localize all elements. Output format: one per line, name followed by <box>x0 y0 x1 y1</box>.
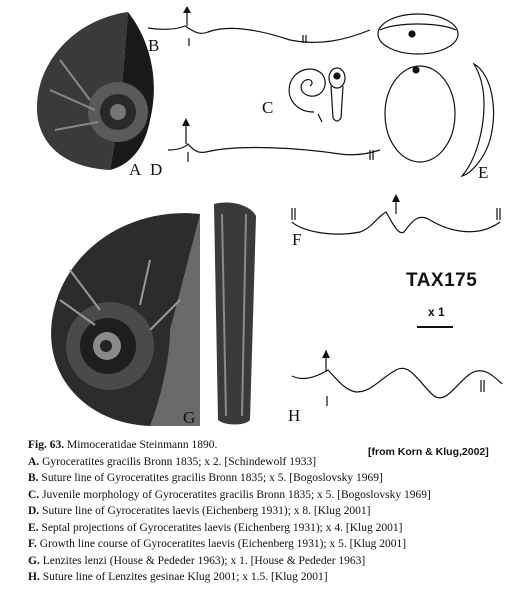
caption-text: Gyroceratites gracilis Bronn 1835; x 2. [Schindewolf 1933] <box>39 455 317 468</box>
caption-line <box>28 520 508 537</box>
caption-text: Growth line course of Gyroceratites laevis (Eichenberg 1931); x 5. [Klug 2001] <box>36 538 407 550</box>
caption-letter: E. <box>28 521 39 534</box>
caption-letter: F. <box>28 538 37 550</box>
caption-title-text: Mimoceratidae Steinmann 1890. <box>64 439 218 451</box>
caption-line <box>28 487 508 504</box>
scale-bar <box>417 326 453 328</box>
panel-label-g: G <box>183 408 196 427</box>
panel-label-d: D <box>150 160 163 179</box>
caption-title <box>28 437 508 454</box>
panel-label-c: C <box>262 98 274 117</box>
panel-label-h: H <box>288 406 301 425</box>
panel-label-f: F <box>292 230 302 249</box>
caption-line <box>28 536 508 553</box>
fossil-a-image <box>37 12 154 170</box>
fossil-g-image <box>51 203 256 427</box>
caption-letter: A. <box>28 455 40 468</box>
tax-label: TAX175 <box>406 270 478 291</box>
caption-fig-number: Fig. 63. <box>28 439 65 451</box>
caption-letter: G. <box>28 554 40 567</box>
source-note: [from Korn & Klug,2002] <box>368 446 489 458</box>
caption-text: Suture line of Gyroceratites laevis (Eichenberg 1931); x 8. [Klug 2001] <box>39 505 371 517</box>
panel-label-a: A <box>129 160 142 179</box>
caption-line <box>28 503 508 520</box>
growth-line-f <box>292 194 500 234</box>
caption-line <box>28 470 508 487</box>
septal-projections-e <box>378 14 493 176</box>
caption-text: Septal projections of Gyroceratites laevis (Eichenberg 1931); x 4. [Klug 2001] <box>38 521 403 534</box>
caption-letter: B. <box>28 472 39 484</box>
caption-text: Lenzites lenzi (House & Pededer 1963); x 1. [House & Pededer 1963] <box>39 554 366 567</box>
caption-text: Suture line of Lenzites gesinae Klug 2001; x 1.5. [Klug 2001] <box>39 571 328 583</box>
caption-line <box>28 454 508 471</box>
juvenile-shell-c <box>289 68 345 122</box>
suture-line-d <box>168 118 380 162</box>
scale-label: x 1 <box>428 305 445 319</box>
figure-caption <box>28 437 508 586</box>
panel-label-b: B <box>148 36 160 55</box>
caption-line <box>28 569 508 586</box>
caption-letter: D. <box>28 505 40 517</box>
caption-line <box>28 553 508 570</box>
panel-label-e: E <box>478 163 489 182</box>
caption-letter: C. <box>28 488 40 501</box>
suture-line-h <box>292 350 502 406</box>
suture-line-b <box>148 6 370 46</box>
caption-text: Juvenile morphology of Gyroceratites gracilis Bronn 1835; x 5. [Bogoslovsky 1969] <box>39 488 431 501</box>
caption-letter: H. <box>28 571 40 583</box>
caption-text: Suture line of Gyroceratites gracilis Bronn 1835; x 5. [Bogoslovsky 1969] <box>38 472 383 484</box>
